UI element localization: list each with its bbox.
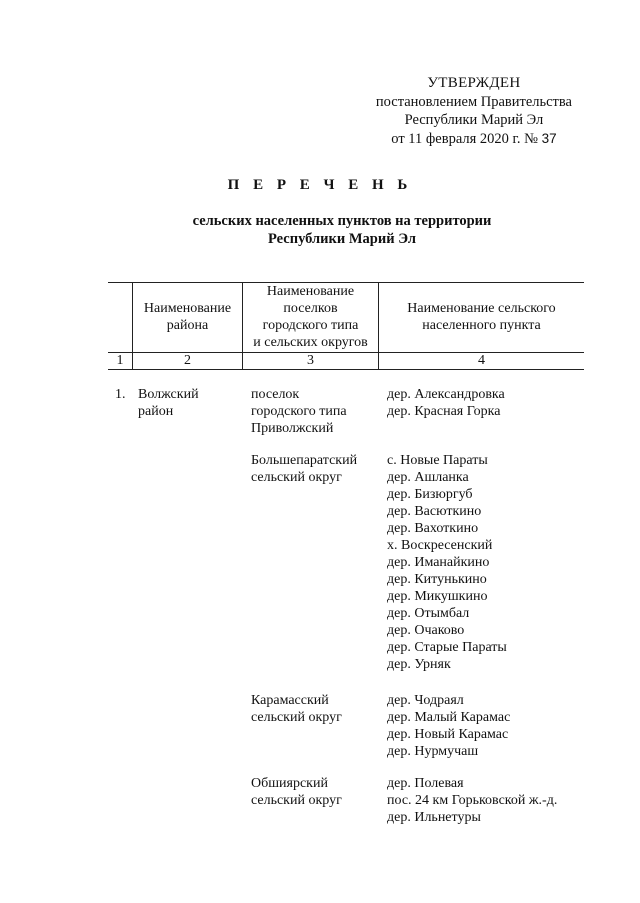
list-item: дер. Полевая: [387, 776, 464, 791]
list-item: х. Воскресенский: [387, 538, 493, 553]
subtitle-line-1: сельских населенных пунктов на территории: [192, 213, 492, 229]
approval-line-2: постановлением Правительства: [375, 93, 572, 110]
header-number-4: 4: [478, 353, 485, 368]
header-district: Наименование района: [143, 301, 232, 333]
header-bottom-border: [108, 369, 584, 370]
list-item: дер. Старые Параты: [387, 640, 507, 655]
document-title: П Е Р Е Ч Е Н Ь: [227, 177, 413, 193]
list-item: дер. Китунькино: [387, 572, 487, 587]
subtitle-line-2: Республики Марий Эл: [268, 231, 416, 247]
list-item: дер. Бизюргуб: [387, 487, 473, 502]
approval-heading: УТВЕРЖДЕН: [427, 75, 521, 91]
list-item: дер. Урняк: [387, 657, 451, 672]
header-number-1: 1: [116, 353, 124, 368]
settlement-group-name: Обшиярский сельский округ: [251, 776, 342, 808]
settlement-list: [387, 692, 627, 760]
list-item: с. Новые Параты: [387, 453, 488, 468]
list-item: дер. Иманайкино: [387, 555, 490, 570]
header-number-2: 2: [184, 353, 191, 368]
row-number: 1.: [115, 387, 126, 402]
settlement-group-name: поселок городского типа Приволжский: [251, 387, 347, 436]
list-item: дер. Ашланка: [387, 470, 469, 485]
approval-block: [376, 74, 572, 148]
list-item: дер. Отымбал: [387, 606, 470, 621]
list-item: дер. Чодраял: [387, 693, 464, 708]
list-item: дер. Микушкино: [387, 589, 488, 604]
table-header: [108, 282, 584, 369]
list-item: дер. Васюткино: [387, 504, 482, 519]
settlement-group-name: Большепаратский сельский округ: [251, 453, 358, 485]
settlement-list: [387, 386, 627, 420]
header-settlement: Наименование сельского населенного пункта: [407, 301, 556, 333]
settlement-list: [387, 452, 627, 673]
list-item: дер. Ильнетуры: [387, 810, 481, 825]
list-item: дер. Красная Горка: [387, 404, 501, 419]
list-item: дер. Новый Карамас: [387, 727, 509, 742]
settlement-list: [387, 775, 627, 826]
list-item: дер. Очаково: [387, 623, 465, 638]
list-item: пос. 24 км Горьковской ж.-д.: [387, 793, 558, 808]
list-item: дер. Малый Карамас: [387, 710, 511, 725]
list-item: дер. Вахоткино: [387, 521, 479, 536]
approval-line-3: Республики Марий Эл: [404, 112, 544, 128]
document-subtitle: [0, 212, 640, 248]
header-number-3: 3: [307, 353, 314, 368]
list-item: дер. Александровка: [387, 387, 505, 402]
approval-date: от 11 февраля 2020 г. №: [391, 130, 538, 147]
district-name: Волжский район: [138, 387, 199, 419]
header-settlement-groups: Наименование поселков городского типа и сельских округов: [253, 284, 368, 350]
list-item: дер. Нурмучаш: [387, 744, 479, 759]
approval-date-line: [376, 130, 572, 149]
approval-number: 37: [541, 130, 557, 146]
settlement-group-name: Карамасский сельский округ: [251, 693, 342, 725]
